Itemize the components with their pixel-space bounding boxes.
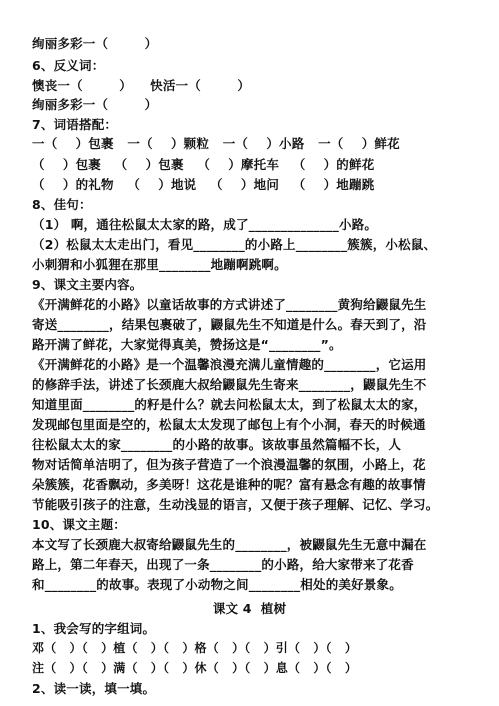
antonym-line-1: 懊丧一（ ） 快活一（ ） — [32, 78, 251, 93]
lesson-4-title: 课文 4 植树 — [212, 601, 287, 616]
sentence-2-line-1: （2）松鼠太太走出门，看见________的小路上________簇簇，小松鼠、 — [32, 237, 437, 252]
summary-line-6: 知道里面________的籽是什么？就去问松鼠太太，到了松鼠太太的家， — [32, 397, 427, 412]
lesson-4-q2-heading: 2、读一读，填一填。 — [32, 681, 156, 696]
sentence-1: （1） 啊，通往松鼠太太家的路，成了______________小路。 — [32, 217, 378, 232]
summary-line-11: 节能吸引孩子的注意，生动浅显的语言，又便于孩子理解、记忆、学习。 — [32, 497, 439, 512]
word-group-line-2: 注（ ）（ ）满（ ）（ ）休（ ）（ ）息（ ）（ ） — [32, 661, 358, 675]
theme-line-1: 本文写了长颈鹿大叔寄给鼹鼠先生的________，被鼹鼠先生无意中漏在 — [32, 537, 427, 552]
theme-line-2: 路上，第二年春天，出现了一条________的小路，给大家带来了花香 — [32, 557, 414, 572]
theme-line-3: 和________的故事。表现了小动物之间________相处的美好景象。 — [32, 577, 402, 592]
summary-line-1: 《开满鲜花的小路》以童话故事的方式讲述了________黄狗给鼹鼠先生 — [32, 297, 427, 312]
summary-line-3: 路开满了鲜花，大家觉得真美，赞扬这是“________”。 — [32, 337, 342, 352]
section-7-heading: 7、词语搭配： — [32, 117, 118, 132]
word-group-line-1: 邓（ ）（ ）植（ ）（ ）格（ ）（ ）引（ ）（ ） — [32, 641, 358, 655]
summary-line-7: 发现邮包里面是空的，松鼠太太发现了邮包上有个小洞，春天的时候通 — [32, 417, 426, 432]
summary-line-10: 朵簇簇，花香飘动，多美呀！这花是谁种的呢？富有悬念有趣的故事情 — [32, 477, 426, 492]
lesson-4-q1-heading: 1、我会写的字组词。 — [32, 621, 156, 636]
collocation-line-3: （ ）的礼物 （ ）地说 （ ）地问 （ ）地蹦跳 — [32, 177, 375, 192]
section-9-heading: 9、课文主要内容。 — [32, 277, 143, 292]
antonym-line-2: 绚丽多彩一（ ） — [32, 97, 158, 112]
summary-line-8: 往松鼠太太的家________的小路的故事。该故事虽然篇幅不长，人 — [32, 437, 402, 452]
sentence-2-line-2: 小刺猬和小狐狸在那里________地蹦啊跳啊。 — [32, 257, 287, 272]
collocation-line-2: （ ）包裹 （ ）包裹 （ ）摩托车 （ ）的鲜花 — [32, 157, 375, 172]
line-blank-1: 绚丽多彩一（ ） — [32, 36, 158, 51]
collocation-line-1: 一（ ）包裹 一（ ）颗粒 一（ ）小路 一（ ）鲜花 — [32, 136, 400, 151]
summary-line-2: 寄送________，结果包裹破了，鼹鼠先生不知道是什么。春天到了，沿 — [32, 317, 427, 332]
section-8-heading: 8、佳句： — [32, 197, 92, 212]
summary-line-9: 物对话简单洁明了，但为孩子营造了一个浪漫温馨的氛围，小路上，花 — [32, 457, 426, 472]
summary-line-4: 《开满鲜花的小路》是一个温馨浪漫充满儿童情趣的________，它运用 — [32, 357, 427, 372]
section-10-heading: 10、课文主题： — [32, 517, 126, 532]
summary-line-5: 的修辞手法，讲述了长颈鹿大叔给鼹鼠先生寄来________，鼹鼠先生不 — [32, 377, 427, 392]
section-6-heading: 6、反义词： — [32, 58, 105, 73]
